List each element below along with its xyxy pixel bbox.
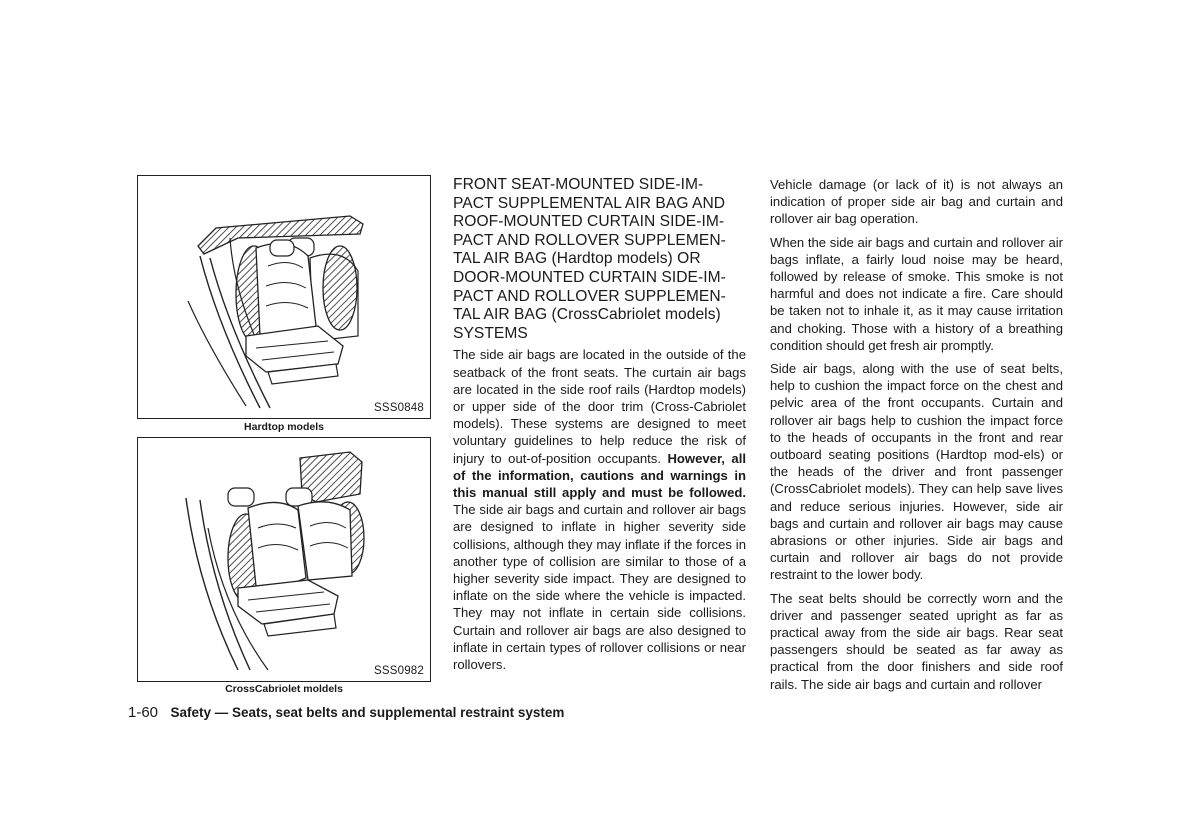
hardtop-seat-illustration [138, 176, 429, 417]
figure-code: SSS0982 [374, 665, 424, 677]
body-paragraph: Vehicle damage (or lack of it) is not always an indication of proper side air bag and curtain and rollover air bag operation. [770, 177, 1063, 227]
section-heading: FRONT SEAT-MOUNTED SIDE-IM- PACT SUPPLEMENTAL AIR BAG AND ROOF-MOUNTED CURTAIN SIDE-IM- PACT AND ROLLOVER SUPPLEMEN- TAL AIR BAG (Hardtop models) OR DOOR-MOUNTED CURTAIN SIDE-IM- PACT AND ROLLOVER SUPPLEMEN- TAL AIR BAG (CrossCabriolet models) SYSTEMS [453, 176, 726, 342]
body-paragraph: Side air bags, along with the use of seat belts, help to cushion the impact force on the chest and pelvic area of the front occupants. Curtain and rollover air bags help to cushion the impact force to the heads of occupants in the front and rear outboard seating positions (Hardtop mod-els) or the heads of the driver and front passenger (CrossCabriolet models). They can help save lives and reduce serious injuries. However, side air bags and curtain and rollover air bags may cause abrasions or other injuries. Side air bags and curtain and rollover air bags do not provide restraint to the lower body. [770, 361, 1063, 583]
page-footer [128, 704, 564, 722]
page-number: 1-60 [128, 704, 159, 721]
body-paragraph: When the side air bags and curtain and rollover air bags inflate, a fairly loud noise may be heard, followed by release of smoke. This smoke is not harmful and does not indicate a fire. Care should be taken not to inhale it, as it may cause irritation and choking. Those with a history of a breathing condition should get fresh air promptly. [770, 234, 1063, 353]
paragraph-text: The side air bags are located in the outside of the seatback of the front seats. The curtain air bags are located in the side roof rails (Hardtop models) or upper side of the door trim (Cross-Cabriolet models). These systems are designed to meet voluntary guidelines to help reduce the risk of injury to out-of-position occupants. [453, 347, 746, 466]
column-middle [453, 176, 746, 679]
figure-code: SSS0848 [374, 402, 424, 414]
warning-text: However, all of the information, cautions and warnings in this manual still apply and must be followed. [453, 450, 746, 500]
paragraph-text: The side air bags and curtain and rollover air bags are designed to inflate in higher severity side collisions, although they may inflate if the forces in another type of collision are similar to those of a higher severity side impact. They are designed to inflate on the side where the vehicle is impacted. They may not inflate in certain side collisions. Curtain and rollover air bags are also designed to inflate in certain types of rollover collisions or near rollovers. [453, 502, 746, 672]
body-paragraph: The seat belts should be correctly worn and the driver and passenger seated upright as far as practical away from the side air bags. Rear seat passengers should be seated as far away as practical from the door finishers and side roof rails. The side air bags and curtain and rollover [770, 590, 1063, 692]
crosscabriolet-seat-illustration [138, 438, 429, 680]
column-right [770, 176, 1063, 699]
section-title: Safety — Seats, seat belts and supplemental restraint system [170, 705, 565, 720]
figure-caption: CrossCabriolet moldels [225, 683, 343, 695]
figure-crosscabriolet [137, 437, 431, 682]
figure-hardtop [137, 175, 431, 419]
figure-caption: Hardtop models [244, 421, 324, 433]
body-paragraph [453, 346, 746, 673]
